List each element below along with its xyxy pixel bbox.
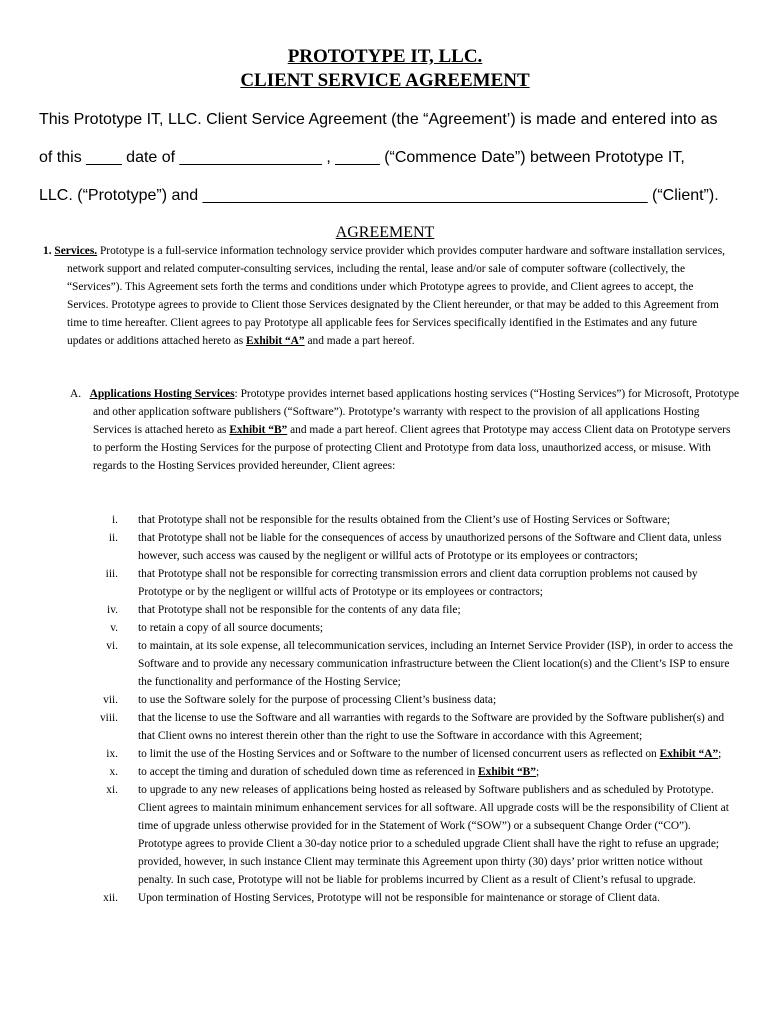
list-item: [94, 511, 734, 529]
item-text: that Prototype shall not be responsible for correcting transmission errors and client data corruption problems not caused by Prototype or by the negligent or willful acts of Prototype or its employees or contractors;: [138, 568, 698, 598]
section-services-paragraph: [43, 242, 733, 350]
item-number: x.: [109, 766, 118, 778]
item-number: iv.: [107, 604, 118, 616]
list-item: [94, 619, 734, 637]
agreement-heading: AGREEMENT: [335, 224, 435, 241]
exhibit-reference: Exhibit “B”: [478, 766, 536, 778]
section-text: Prototype provides internet based applications hosting services (“Hosting Services”) for Microsoft, Prototype and other application software publishers (“Software”). Prototype’s warranty with respect to the provision of all applications Hosting Services is attached hereto as: [93, 388, 740, 436]
item-number: viii.: [99, 712, 118, 724]
section-number: 1.: [43, 245, 52, 257]
section-heading: Services.: [54, 245, 98, 257]
item-text-end: ;: [718, 748, 722, 760]
section-text-end: and made a part hereof.: [304, 335, 415, 347]
item-text: that Prototype shall not be responsible for the results obtained from the Client’s use of Hosting Services or Software;: [138, 514, 671, 526]
list-item: [94, 763, 734, 781]
list-item: [94, 691, 734, 709]
section-applications-hosting: [70, 385, 740, 475]
list-item: [94, 709, 734, 745]
section-services: [43, 242, 733, 350]
list-item: [94, 529, 734, 565]
document-subtitle: CLIENT SERVICE AGREEMENT: [240, 70, 530, 91]
item-text-end: ;: [535, 766, 540, 778]
item-number: ix.: [106, 748, 118, 760]
heading-colon: :: [234, 388, 238, 400]
list-item: [94, 781, 734, 889]
item-text: to limit the use of the Hosting Services and or Software to the number of licensed concurrent users as reflected on: [138, 748, 660, 760]
item-text: Upon termination of Hosting Services, Prototype will not be responsible for maintenance or storage of Client data.: [138, 892, 660, 904]
item-text: that the license to use the Software and all warranties with regards to the Software are provided by the Software publisher(s) and that Client owns no interest therein other than the right to use the Software in accordance with this Agreement;: [138, 712, 725, 742]
item-number: iii.: [105, 568, 118, 580]
item-number: xii.: [103, 892, 118, 904]
exhibit-reference: Exhibit “A”: [246, 335, 305, 347]
item-number: v.: [110, 622, 118, 634]
item-text: that Prototype shall not be liable for the consequences of access by unauthorized persons of the Software and Client data, unless however, such access was caused by the negligent or willful acts of Prototype or its employees or contractors;: [138, 532, 722, 562]
list-item: [94, 601, 734, 619]
item-text: to use the Software solely for the purpose of processing Client’s business data;: [138, 694, 497, 706]
list-item: [94, 889, 734, 907]
intro-line-1: This Prototype IT, LLC. Client Service Agreement (the “Agreement’) is made and entered into as: [39, 111, 718, 128]
item-number: xi.: [106, 784, 118, 796]
intro-line-2: of this ____ date of ________________ , _____ (“Commence Date”) between Prototype IT,: [39, 149, 685, 166]
item-number: i.: [111, 514, 118, 526]
item-number: ii.: [108, 532, 118, 544]
item-text: to retain a copy of all source documents;: [138, 622, 324, 634]
section-heading: Applications Hosting Services: [89, 388, 235, 400]
section-text-end: and made a part hereof. Client agrees that Prototype may access Client data on Prototype servers to perform the Hosting Services for the purpose of protecting Client and Prototype from data loss, unauthorized access, or misuse. With regards to the Hosting Services provided hereunder, Client agrees:: [93, 424, 731, 472]
list-item: [94, 565, 734, 601]
exhibit-reference: Exhibit “A”: [659, 748, 719, 760]
section-letter: A.: [70, 388, 82, 400]
exhibit-reference: Exhibit “B”: [229, 424, 288, 436]
item-text: to maintain, at its sole expense, all telecommunication services, including an Internet Service Provider (ISP), in order to access the Software and to provide any necessary communication infrastructure between the Client location(s) and the Client’s ISP to ensure the functionality and performance of the Hosting Service;: [138, 640, 733, 688]
item-text: to accept the timing and duration of scheduled down time as referenced in: [138, 766, 479, 778]
list-item: [94, 745, 734, 763]
list-item: [94, 637, 734, 691]
document-title: PROTOTYPE IT, LLC.: [287, 46, 483, 67]
section-a-paragraph: [70, 385, 740, 475]
intro-line-3: LLC. (“Prototype”) and __________________________________________________ (“Client”).: [39, 187, 719, 204]
client-agrees-list: [94, 511, 734, 907]
item-text: that Prototype shall not be responsible for the contents of any data file;: [138, 604, 461, 616]
item-text: to upgrade to any new releases of applications being hosted as released by Software publishers and as scheduled by Prototype. Client agrees to maintain minimum enhancement services for all software. All upgrade costs will be the responsibility of Client at time of upgrade unless otherwise provided for in the Statement of Work (“SOW”) or a subsequent Change Order (“CO”). Prototype agrees to provide Client a 30-day notice prior to a scheduled upgrade Client shall have the right to refuse an upgrade; provided, however, in such instance Client may terminate this Agreement upon thirty (30) days’ prior written notice without penalty. In such case, Prototype will not be liable for problems incurred by Client as a result of Client’s refusal to upgrade.: [138, 784, 729, 886]
item-number: vii.: [103, 694, 118, 706]
item-number: vi.: [106, 640, 118, 652]
section-text: Prototype is a full-service information technology service provider which provides computer hardware and software installation services, network support and related computer-consulting services, including the rental, lease and/or sale of computer software (collectively, the “Services”). This Agreement sets forth the terms and conditions under which Prototype agrees to provide, and Client agrees to accept, the Services. Prototype agrees to provide to Client those Services designated by the Client hereunder, or that may be added to this Agreement from time to time hereafter. Client agrees to pay Prototype all applicable fees for Services specifically identified in the Estimates and any future updates or additions attached hereto as: [67, 245, 725, 347]
